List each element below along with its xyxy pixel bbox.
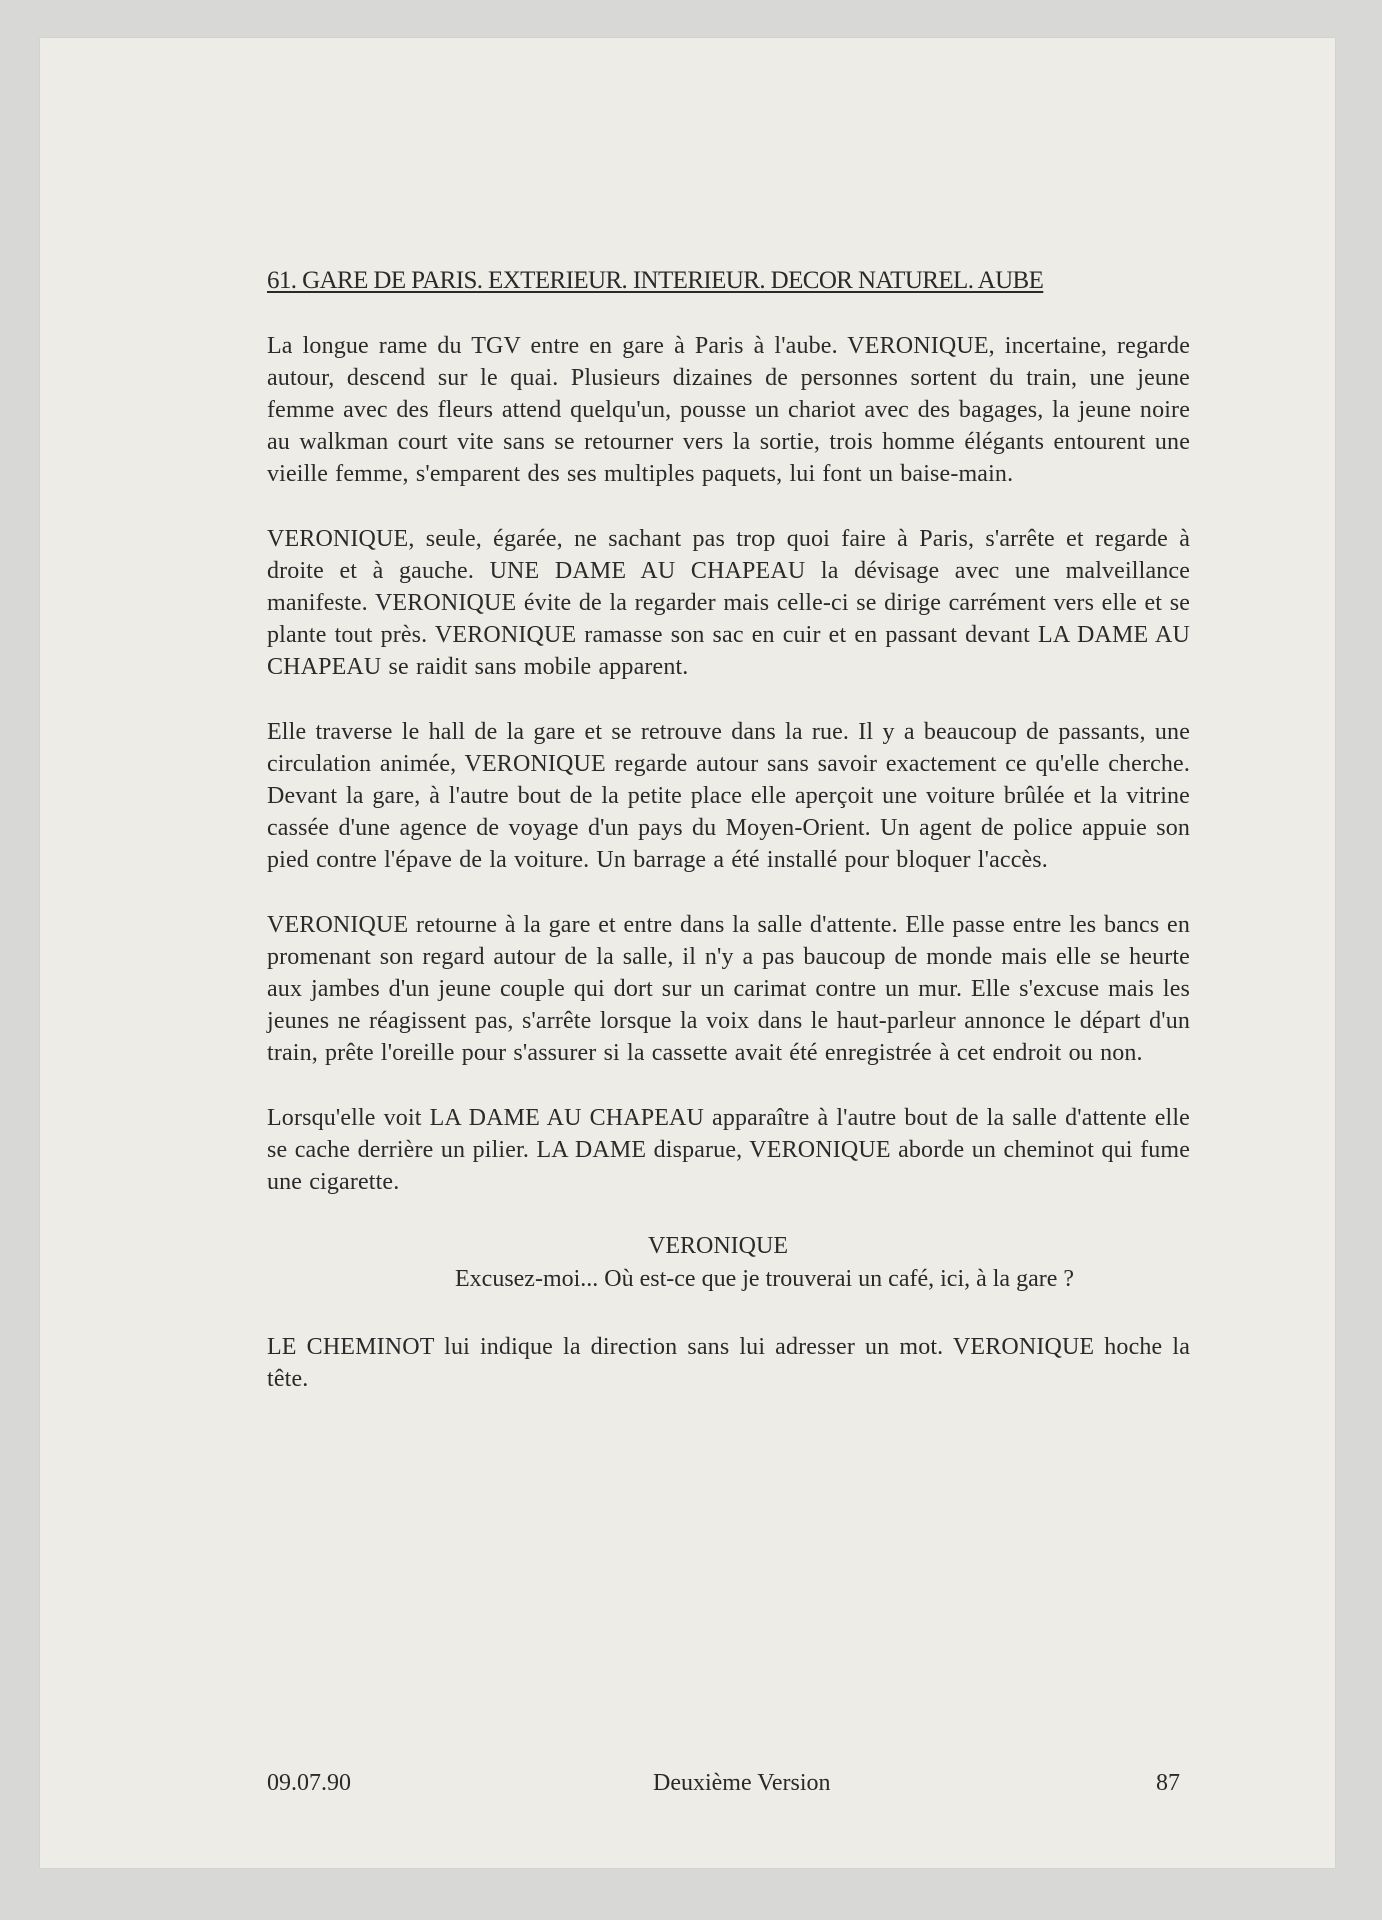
footer-date: 09.07.90 (267, 1770, 351, 1796)
footer-version: Deuxième Version (653, 1770, 831, 1796)
scene-heading: 61. GARE DE PARIS. EXTERIEUR. INTERIEUR. DECOR NATUREL. AUBE (267, 267, 1044, 294)
dialogue-block (267, 1231, 1190, 1295)
action-paragraph-2: VERONIQUE, seule, égarée, ne sachant pas trop quoi faire à Paris, s'arrête et regarde à droite et à gauche. UNE DAME AU CHAPEAU la dévisage avec une malveillance manifeste. VERONIQUE évite de la regarder mais celle-ci se dirige carrément vers elle et se plante tout près. VERONIQUE ramasse son sac en cuir et en passant devant LA DAME AU CHAPEAU se raidit sans mobile apparent. (267, 526, 1190, 680)
action-paragraph-5: Lorsqu'elle voit LA DAME AU CHAPEAU apparaître à l'autre bout de la salle d'attente elle se cache derrière un pilier. LA DAME disparue, VERONIQUE aborde un cheminot qui fume une cigarette. (267, 1105, 1190, 1195)
script-body (267, 266, 1190, 1428)
paper-page (40, 38, 1335, 1868)
action-paragraph-4: VERONIQUE retourne à la gare et entre dans la salle d'attente. Elle passe entre les bancs en promenant son regard autour de la salle, il n'y a pas baucoup de monde mais elle se heurte aux jambes d'un jeune couple qui dort sur un carimat contre un mur. Elle s'excuse mais les jeunes ne réagissent pas, s'arrête lorsque la voix dans le haut-parleur annonce le départ d'un train, prête l'oreille pour s'assurer si la cassette avait été enregistrée à cet endroit ou non. (267, 912, 1190, 1066)
dialogue-line: Excusez-moi... Où est-ce que je trouverai un café, ici, à la gare ? (455, 1266, 1075, 1292)
page-footer (267, 1770, 1180, 1802)
character-name: VERONIQUE (648, 1233, 788, 1259)
action-paragraph-3: Elle traverse le hall de la gare et se retrouve dans la rue. Il y a beaucoup de passants, une circulation animée, VERONIQUE regarde autour sans savoir exactement ce qu'elle cherche. Devant la gare, à l'autre bout de la petite place elle aperçoit une voiture brûlée et la vitrine cassée d'une agence de voyage d'un pays du Moyen-Orient. Un agent de police appuie son pied contre l'épave de la voiture. Un barrage a été installé pour bloquer l'accès. (267, 719, 1190, 873)
page-number: 87 (1156, 1770, 1180, 1796)
action-paragraph-1: La longue rame du TGV entre en gare à Paris à l'aube. VERONIQUE, incertaine, regarde autour, descend sur le quai. Plusieurs dizaines de personnes sortent du train, une jeune femme avec des fleurs attend quelqu'un, pousse un chariot avec des bagages, la jeune noire au walkman court vite sans se retourner vers la sortie, trois homme élégants entourent une vieille femme, s'emparent des ses multiples paquets, lui font un baise-main. (267, 333, 1190, 487)
closing-paragraph: LE CHEMINOT lui indique la direction sans lui adresser un mot. VERONIQUE hoche la tête. (267, 1334, 1190, 1392)
